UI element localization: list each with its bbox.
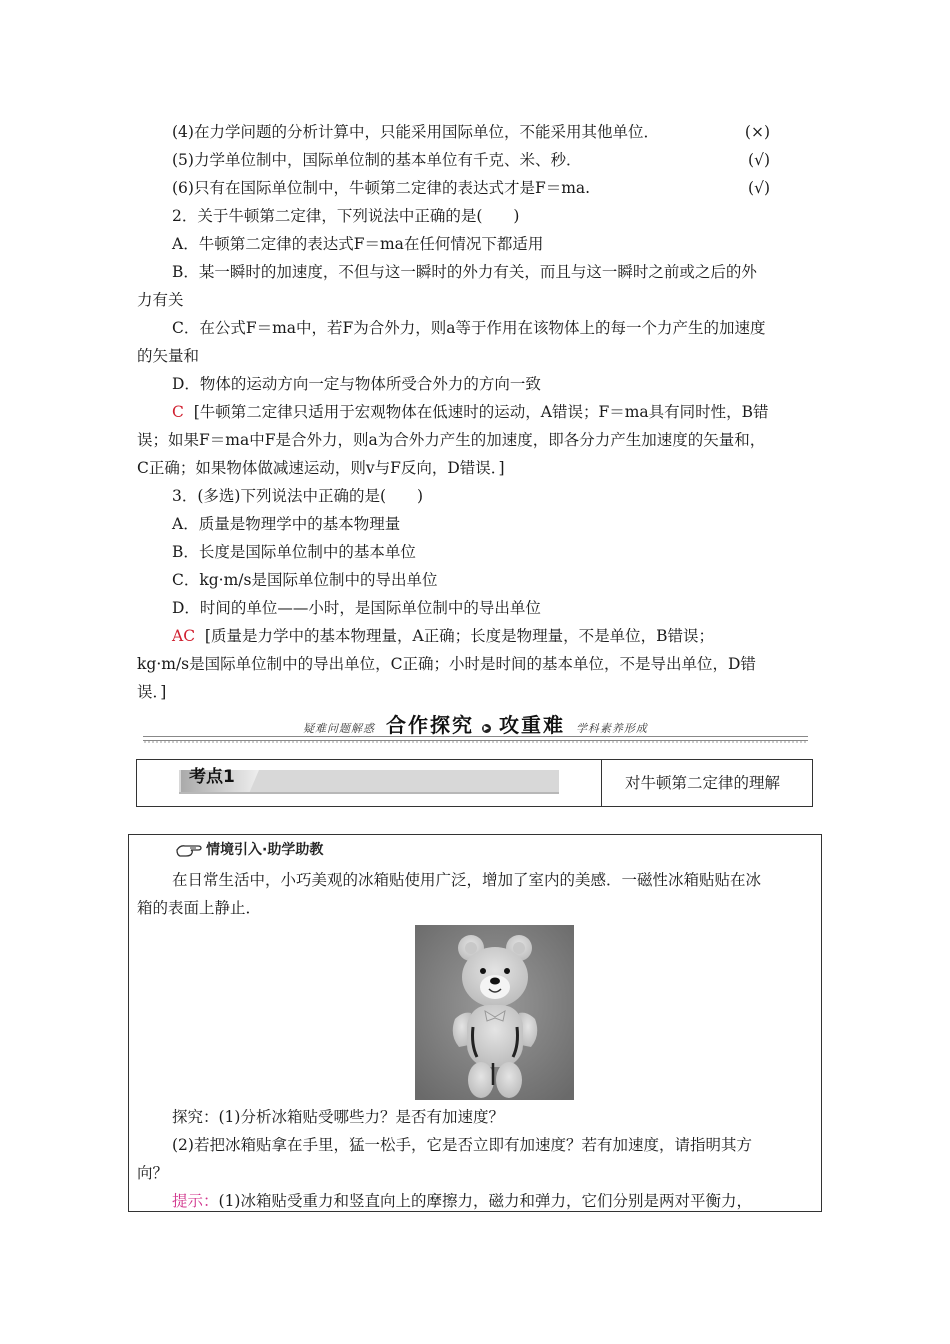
q2-option-d: D．物体的运动方向一定与物体所受合外力的方向一致 [172,375,541,393]
q2-stem: 2．关于牛顿第二定律，下列说法中正确的是( ) [172,207,520,225]
scenario-heading-text: 情境引入·助学助教 [206,842,324,858]
fridge-magnet-photo [415,925,574,1100]
scenario-intro-1: 在日常生活中，小巧美观的冰箱贴使用广泛，增加了室内的美感．一磁性冰箱贴贴在冰 [172,871,762,889]
q2-option-b-cont: 力有关 [137,291,184,309]
explore-2-cont: 向？ [137,1164,169,1182]
scenario-heading [176,839,323,861]
q3-option-b: B．长度是国际单位制中的基本单位 [172,543,416,561]
q3-option-a: A．质量是物理学中的基本物理量 [172,515,401,533]
explore-1: 探究：(1)分析冰箱贴受哪些力？是否有加速度？ [172,1108,504,1126]
arrow-icon: ▶ [483,723,490,732]
banner-right-small: 学科素养形成 [575,722,648,735]
q3-option-c: C．kg·m/s是国际单位制中的导出单位 [172,571,438,589]
judgment-5-mark: (√) [748,151,770,169]
hint-text: (1)冰箱贴受重力和竖直向上的摩擦力，磁力和弹力，它们分别是两对平衡力， [218,1192,752,1210]
scenario-intro-2: 箱的表面上静止． [137,899,262,917]
judgment-4-mark: (×) [744,123,770,141]
q2-option-b: B．某一瞬时的加速度，不但与这一瞬时的外力有关，而且与这一瞬时之前或之后的外 [172,263,757,281]
q3-explain-3: 误．] [137,683,167,701]
q3-answer: AC [172,627,196,645]
explore-2: (2)若把冰箱贴拿在手里，猛一松手，它是否立即有加速度？若有加速度，请指明其方 [172,1136,752,1154]
q2-option-c: C．在公式F＝ma中，若F为合外力，则a等于作用在该物体上的每一个力产生的加速度 [172,319,766,337]
pointing-hand-icon [176,843,202,857]
q3-explain-text-1: [质量是力学中的基本物理量，A正确；长度是物理量，不是单位，B错误； [204,627,715,645]
q2-explain-3: C正确；如果物体做减速运动，则v与F反向，D错误．] [137,459,505,477]
q2-answer: C [172,403,184,421]
q2-option-a: A．牛顿第二定律的表达式F＝ma在任何情况下都适用 [172,235,544,253]
q2-explain-2: 误；如果F＝ma中F是合外力，则a为合外力产生的加速度，即各分力产生加速度的矢量和， [137,431,766,449]
banner-main-left: 合作探究 [386,713,474,737]
q3-option-d: D．时间的单位——小时，是国际单位制中的导出单位 [172,599,541,617]
judgment-5: (5)力学单位制中，国际单位制的基本单位有千克、米、秒． [172,151,582,169]
hint-line [172,1191,752,1211]
q3-stem: 3．(多选)下列说法中正确的是( ) [172,487,424,505]
q2-option-c-cont: 的矢量和 [137,347,200,365]
bear-magnet-image [415,925,574,1100]
q2-explain-1 [172,402,769,422]
q3-explain-1 [172,626,714,646]
kaodian-label: 考点1 [189,767,235,787]
section-banner [143,712,808,744]
q3-explain-2: kg·m/s是国际单位制中的导出单位，C正确；小时是时间的基本单位，不是导出单位，D错 [137,655,756,673]
judgment-4: (4)在力学问题的分析计算中，只能采用国际单位，不能采用其他单位． [172,123,659,141]
q2-explain-text-1: [牛顿第二定律只适用于宏观物体在低速时的运动，A错误；F＝ma具有同时性，B错 [193,403,769,421]
banner-left-small: 疑难问题解惑 [303,722,376,735]
banner-dots [143,741,808,743]
table-divider [601,760,602,806]
hint-label: 提示： [172,1192,219,1210]
judgment-6-mark: (√) [748,179,770,197]
kaodian-title: 对牛顿第二定律的理解 [625,774,781,792]
banner-main-right: 攻重难 [499,713,565,737]
scenario-box-bottom [128,1211,822,1212]
judgment-6: (6)只有在国际单位制中，牛顿第二定律的表达式才是F＝ma. [172,179,591,197]
kaodian-table [136,759,813,807]
